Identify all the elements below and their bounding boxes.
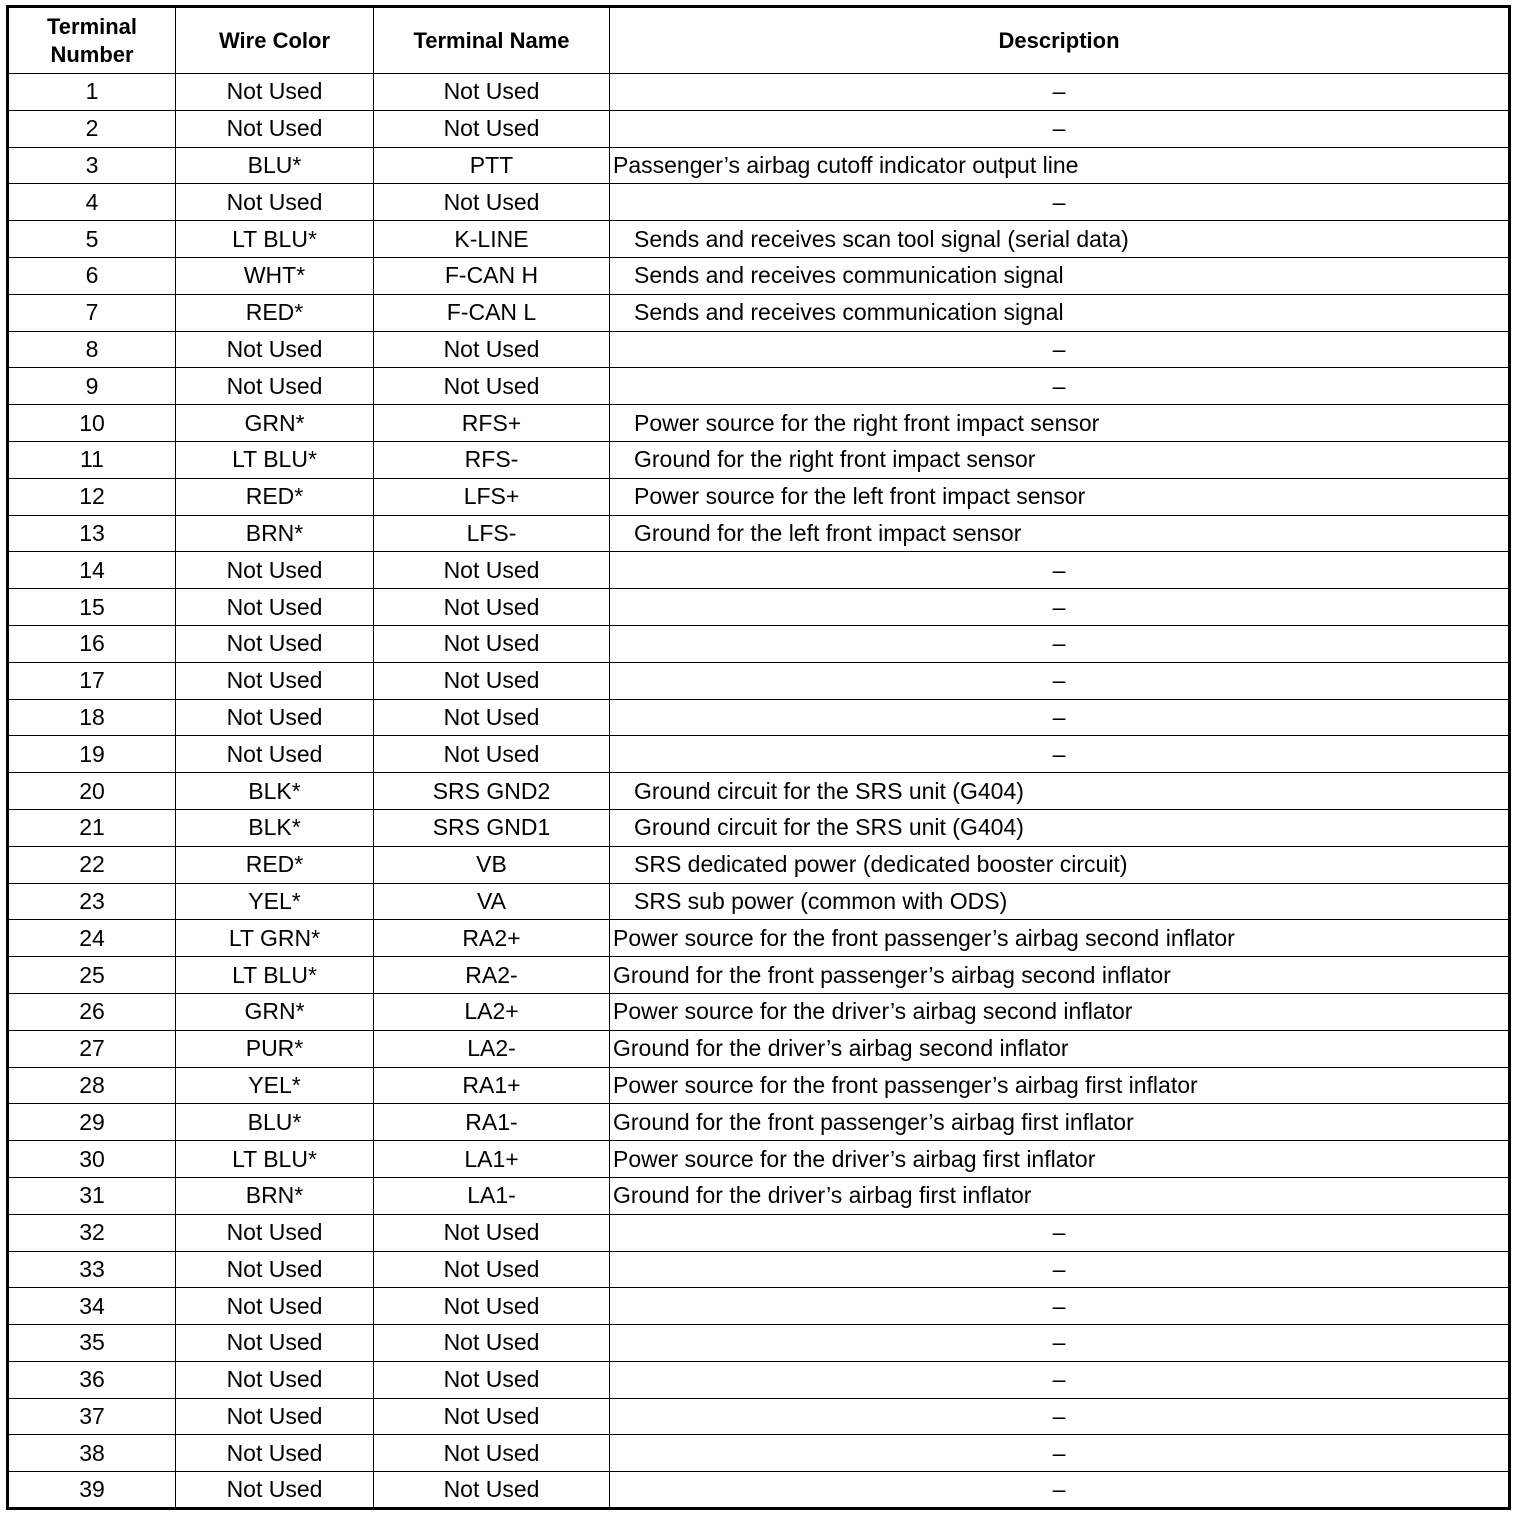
description-cell: Power source for the driver’s airbag second inflator (610, 993, 1510, 1030)
table-row (8, 993, 1510, 1030)
table-row (8, 773, 1510, 810)
wire-color-cell: BLK* (176, 809, 374, 846)
description-cell: Sends and receives communication signal (610, 257, 1510, 294)
table-row (8, 1067, 1510, 1104)
description-cell: – (610, 552, 1510, 589)
terminal-number-cell: 4 (8, 184, 176, 221)
terminal-number-cell: 39 (8, 1472, 176, 1509)
description-cell: – (610, 368, 1510, 405)
description-cell: Power source for the left front impact sensor (610, 478, 1510, 515)
terminal-name-cell: RFS+ (374, 405, 610, 442)
description-cell: Power source for the front passenger’s airbag second inflator (610, 920, 1510, 957)
table-row (8, 74, 1510, 111)
wire-color-cell: GRN* (176, 405, 374, 442)
table-row (8, 920, 1510, 957)
wire-color-cell: YEL* (176, 883, 374, 920)
terminal-name-cell: K-LINE (374, 221, 610, 258)
terminal-name-cell: Not Used (374, 331, 610, 368)
table-row (8, 368, 1510, 405)
description-cell: Ground for the driver’s airbag first inflator (610, 1177, 1510, 1214)
terminal-number-cell: 27 (8, 1030, 176, 1067)
description-cell: – (610, 1361, 1510, 1398)
terminal-name-cell: PTT (374, 147, 610, 184)
terminal-number-cell: 12 (8, 478, 176, 515)
table-row (8, 441, 1510, 478)
wire-color-cell: Not Used (176, 589, 374, 626)
terminal-number-cell: 34 (8, 1288, 176, 1325)
description-cell: – (610, 1288, 1510, 1325)
terminal-number-cell: 25 (8, 957, 176, 994)
terminal-name-cell: RFS- (374, 441, 610, 478)
table-row (8, 846, 1510, 883)
table-row (8, 331, 1510, 368)
description-cell: – (610, 662, 1510, 699)
header-wire-color: Wire Color (176, 7, 374, 74)
description-cell: – (610, 1472, 1510, 1509)
wire-color-cell: YEL* (176, 1067, 374, 1104)
table-row (8, 1177, 1510, 1214)
terminal-name-cell: Not Used (374, 1398, 610, 1435)
terminal-name-cell: LFS- (374, 515, 610, 552)
terminal-number-cell: 1 (8, 74, 176, 111)
description-cell: – (610, 184, 1510, 221)
terminal-number-cell: 10 (8, 405, 176, 442)
terminal-name-cell: LA1+ (374, 1141, 610, 1178)
wire-color-cell: WHT* (176, 257, 374, 294)
table-row (8, 110, 1510, 147)
wire-color-cell: Not Used (176, 110, 374, 147)
table-row (8, 809, 1510, 846)
terminal-name-cell: Not Used (374, 74, 610, 111)
description-cell: Ground for the left front impact sensor (610, 515, 1510, 552)
table-body (8, 74, 1510, 1509)
wire-color-cell: LT BLU* (176, 1141, 374, 1178)
terminal-name-cell: Not Used (374, 699, 610, 736)
description-cell: – (610, 1325, 1510, 1362)
wire-color-cell: Not Used (176, 552, 374, 589)
wire-color-cell: Not Used (176, 1398, 374, 1435)
table-row (8, 1325, 1510, 1362)
terminal-name-cell: LFS+ (374, 478, 610, 515)
wire-color-cell: LT GRN* (176, 920, 374, 957)
header-description: Description (610, 7, 1510, 74)
wire-color-cell: Not Used (176, 368, 374, 405)
description-cell: – (610, 1435, 1510, 1472)
wire-color-cell: BLU* (176, 147, 374, 184)
description-cell: Ground for the right front impact sensor (610, 441, 1510, 478)
wire-color-cell: Not Used (176, 331, 374, 368)
terminal-number-cell: 29 (8, 1104, 176, 1141)
terminal-number-cell: 2 (8, 110, 176, 147)
terminal-name-cell: Not Used (374, 184, 610, 221)
terminal-number-cell: 23 (8, 883, 176, 920)
terminal-name-cell: Not Used (374, 552, 610, 589)
table-row (8, 1214, 1510, 1251)
description-cell: – (610, 110, 1510, 147)
wire-color-cell: Not Used (176, 1325, 374, 1362)
description-cell: – (610, 1398, 1510, 1435)
terminal-name-cell: VB (374, 846, 610, 883)
description-cell: Sends and receives communication signal (610, 294, 1510, 331)
description-cell: – (610, 589, 1510, 626)
terminal-name-cell: RA1+ (374, 1067, 610, 1104)
description-cell: SRS sub power (common with ODS) (610, 883, 1510, 920)
terminal-number-cell: 21 (8, 809, 176, 846)
wire-color-cell: BRN* (176, 515, 374, 552)
header-terminal-number-line1: Terminal (46, 13, 138, 39)
terminal-number-cell: 7 (8, 294, 176, 331)
terminal-number-cell: 6 (8, 257, 176, 294)
terminal-number-cell: 36 (8, 1361, 176, 1398)
description-cell: – (610, 74, 1510, 111)
terminal-name-cell: Not Used (374, 1251, 610, 1288)
terminal-number-cell: 37 (8, 1398, 176, 1435)
wire-color-cell: Not Used (176, 625, 374, 662)
table-row (8, 552, 1510, 589)
wire-color-cell: BLK* (176, 773, 374, 810)
table-row (8, 1398, 1510, 1435)
terminal-number-cell: 22 (8, 846, 176, 883)
table-header (8, 7, 1510, 74)
wire-color-cell: BLU* (176, 1104, 374, 1141)
wire-color-cell: RED* (176, 846, 374, 883)
terminal-number-cell: 13 (8, 515, 176, 552)
table-row (8, 1104, 1510, 1141)
wire-color-cell: Not Used (176, 74, 374, 111)
description-cell: – (610, 736, 1510, 773)
terminal-name-cell: RA2+ (374, 920, 610, 957)
wire-color-cell: Not Used (176, 1288, 374, 1325)
terminal-name-cell: Not Used (374, 1288, 610, 1325)
wire-color-cell: Not Used (176, 1472, 374, 1509)
description-cell: SRS dedicated power (dedicated booster circuit) (610, 846, 1510, 883)
table-row (8, 221, 1510, 258)
terminal-number-cell: 31 (8, 1177, 176, 1214)
description-cell: Sends and receives scan tool signal (serial data) (610, 221, 1510, 258)
wire-color-cell: GRN* (176, 993, 374, 1030)
description-cell: Ground circuit for the SRS unit (G404) (610, 809, 1510, 846)
wire-color-cell: Not Used (176, 662, 374, 699)
terminal-name-cell: Not Used (374, 1435, 610, 1472)
terminal-name-cell: Not Used (374, 1361, 610, 1398)
description-cell: Ground circuit for the SRS unit (G404) (610, 773, 1510, 810)
terminal-number-cell: 16 (8, 625, 176, 662)
wire-color-cell: Not Used (176, 699, 374, 736)
table-row (8, 515, 1510, 552)
wire-color-cell: BRN* (176, 1177, 374, 1214)
table-row (8, 147, 1510, 184)
terminal-number-cell: 14 (8, 552, 176, 589)
terminal-number-cell: 15 (8, 589, 176, 626)
terminal-name-cell: Not Used (374, 1325, 610, 1362)
terminal-number-cell: 5 (8, 221, 176, 258)
description-cell: – (610, 331, 1510, 368)
table-row (8, 405, 1510, 442)
terminal-number-cell: 32 (8, 1214, 176, 1251)
terminal-number-cell: 20 (8, 773, 176, 810)
description-cell: Power source for the right front impact sensor (610, 405, 1510, 442)
table-row (8, 1435, 1510, 1472)
header-terminal-name: Terminal Name (374, 7, 610, 74)
terminal-number-cell: 3 (8, 147, 176, 184)
terminal-number-cell: 8 (8, 331, 176, 368)
table-row (8, 1472, 1510, 1509)
description-cell: – (610, 1251, 1510, 1288)
description-cell: Passenger’s airbag cutoff indicator output line (610, 147, 1510, 184)
table-row (8, 625, 1510, 662)
table-row (8, 957, 1510, 994)
description-cell: Power source for the driver’s airbag first inflator (610, 1141, 1510, 1178)
table-row (8, 478, 1510, 515)
terminal-table (6, 5, 1511, 1510)
terminal-name-cell: Not Used (374, 736, 610, 773)
terminal-number-cell: 19 (8, 736, 176, 773)
terminal-number-cell: 9 (8, 368, 176, 405)
wire-color-cell: Not Used (176, 736, 374, 773)
description-cell: Ground for the front passenger’s airbag second inflator (610, 957, 1510, 994)
wire-color-cell: Not Used (176, 184, 374, 221)
wire-color-cell: LT BLU* (176, 441, 374, 478)
wire-color-cell: Not Used (176, 1435, 374, 1472)
wire-color-cell: LT BLU* (176, 957, 374, 994)
terminal-name-cell: Not Used (374, 1472, 610, 1509)
wire-color-cell: RED* (176, 294, 374, 331)
terminal-number-cell: 11 (8, 441, 176, 478)
table-row (8, 699, 1510, 736)
terminal-number-cell: 35 (8, 1325, 176, 1362)
terminal-name-cell: LA2- (374, 1030, 610, 1067)
table-row (8, 1251, 1510, 1288)
terminal-name-cell: F-CAN L (374, 294, 610, 331)
wire-color-cell: RED* (176, 478, 374, 515)
table-row (8, 184, 1510, 221)
terminal-number-cell: 26 (8, 993, 176, 1030)
terminal-number-cell: 33 (8, 1251, 176, 1288)
table-row (8, 1288, 1510, 1325)
terminal-name-cell: Not Used (374, 110, 610, 147)
table-row (8, 736, 1510, 773)
terminal-number-cell: 24 (8, 920, 176, 957)
terminal-name-cell: SRS GND1 (374, 809, 610, 846)
wire-color-cell: LT BLU* (176, 221, 374, 258)
header-terminal-number-line2: Number (50, 41, 134, 67)
terminal-number-cell: 38 (8, 1435, 176, 1472)
description-cell: Power source for the front passenger’s airbag first inflator (610, 1067, 1510, 1104)
terminal-name-cell: SRS GND2 (374, 773, 610, 810)
table-row (8, 257, 1510, 294)
table-row (8, 589, 1510, 626)
table-row (8, 1361, 1510, 1398)
description-cell: Ground for the front passenger’s airbag first inflator (610, 1104, 1510, 1141)
description-cell: Ground for the driver’s airbag second inflator (610, 1030, 1510, 1067)
terminal-name-cell: VA (374, 883, 610, 920)
wire-color-cell: Not Used (176, 1361, 374, 1398)
terminal-name-cell: F-CAN H (374, 257, 610, 294)
header-terminal-number (8, 7, 176, 74)
wire-color-cell: PUR* (176, 1030, 374, 1067)
table-row (8, 662, 1510, 699)
terminal-name-cell: Not Used (374, 625, 610, 662)
wire-color-cell: Not Used (176, 1214, 374, 1251)
terminal-name-cell: Not Used (374, 368, 610, 405)
terminal-name-cell: Not Used (374, 662, 610, 699)
terminal-name-cell: RA1- (374, 1104, 610, 1141)
description-cell: – (610, 625, 1510, 662)
header-row (8, 7, 1510, 74)
terminal-number-cell: 18 (8, 699, 176, 736)
wire-color-cell: Not Used (176, 1251, 374, 1288)
table-row (8, 883, 1510, 920)
description-cell: – (610, 699, 1510, 736)
table-row (8, 1030, 1510, 1067)
description-cell: – (610, 1214, 1510, 1251)
table-row (8, 1141, 1510, 1178)
terminal-name-cell: RA2- (374, 957, 610, 994)
terminal-number-cell: 30 (8, 1141, 176, 1178)
terminal-name-cell: Not Used (374, 589, 610, 626)
table-row (8, 294, 1510, 331)
terminal-name-cell: LA2+ (374, 993, 610, 1030)
terminal-number-cell: 28 (8, 1067, 176, 1104)
terminal-number-cell: 17 (8, 662, 176, 699)
terminal-name-cell: Not Used (374, 1214, 610, 1251)
terminal-name-cell: LA1- (374, 1177, 610, 1214)
